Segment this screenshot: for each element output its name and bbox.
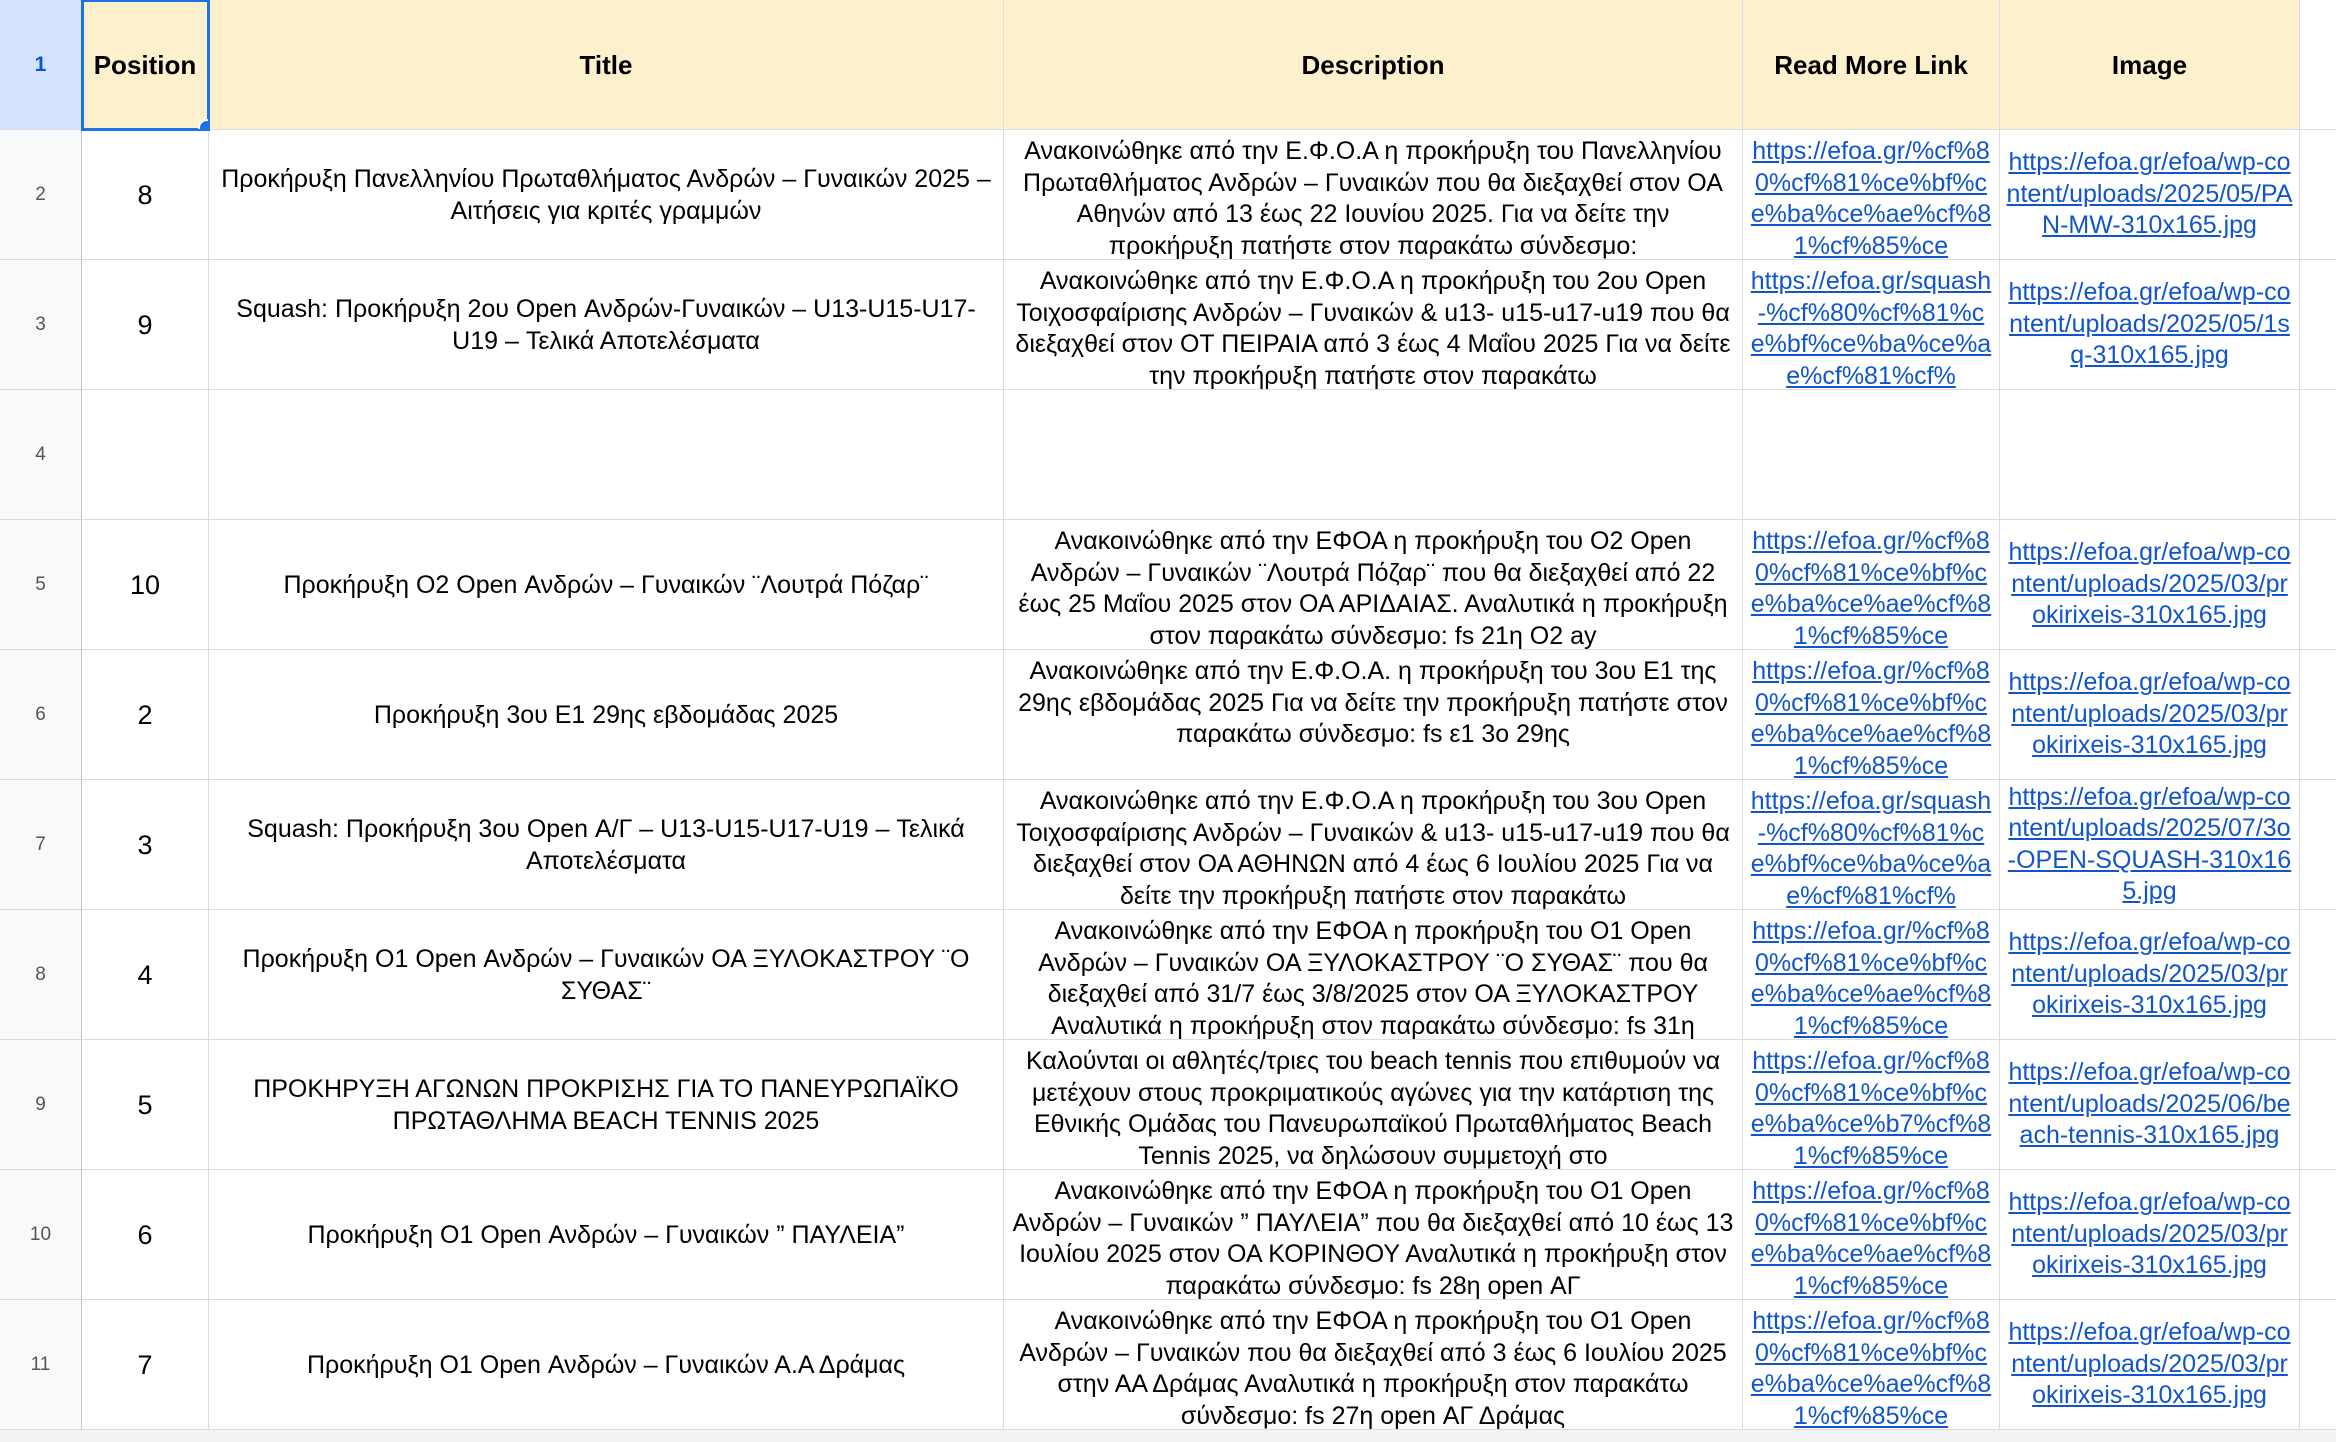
cell-title[interactable]	[209, 1170, 1004, 1300]
row-header[interactable]	[0, 910, 82, 1040]
cell-title-text: Προκήρυξη Ο1 Open Ανδρών – Γυναικών ” ΠΑΥΛΕΙΑ”	[307, 1220, 905, 1249]
cell-image-link[interactable]	[2000, 390, 2300, 520]
cell-description-text: Ανακοινώθηκε από την ΕΦΟΑ η προκήρυξη του Ο1 Open Ανδρών – Γυναικών ” ΠΑΥΛΕΙΑ” που θα διεξαχθεί από 10 έως 13 Ιουλίου 2025 στον ΟΑ ΚΟΡΙΝΘΟΥ Αναλυτικά η προκήρυξη στον παρακάτω σύνδεσμο: fs 28η open ΑΓ	[1012, 1177, 1734, 1300]
cell-image-link[interactable]	[2000, 780, 2300, 910]
cell-description[interactable]	[1004, 910, 1743, 1040]
cell-title[interactable]	[209, 650, 1004, 780]
grid-filler	[2300, 0, 2336, 130]
cell-position[interactable]	[82, 130, 209, 260]
header-description[interactable]: Description	[1004, 0, 1743, 130]
grid-filler	[2300, 390, 2336, 520]
grid-filler	[2300, 130, 2336, 260]
cell-read-more-link-text: https://efoa.gr/%cf%80%cf%81%ce%bf%ce%ba%ce%ae%cf%81%cf%85%ce	[1750, 137, 1992, 260]
grid-filler	[2300, 780, 2336, 910]
cell-description-text: Ανακοινώθηκε από την Ε.Φ.Ο.Α η προκήρυξη του Πανελληνίου Πρωταθλήματος Ανδρών – Γυναικών που θα διεξαχθεί στον ΟΑ Αθηνών από 13 έως 22 Ιουνίου 2025. Για να δείτε την προκήρυξη πατήστε στον παρακάτω σύνδεσμο:	[1023, 137, 1723, 260]
cell-position[interactable]	[82, 910, 209, 1040]
cell-title[interactable]	[209, 910, 1004, 1040]
grid-filler	[2300, 520, 2336, 650]
header-image[interactable]: Image	[2000, 0, 2300, 130]
cell-description-text: Ανακοινώθηκε από την ΕΦΟΑ η προκήρυξη του Ο1 Open Ανδρών – Γυναικών που θα διεξαχθεί από 3 έως 6 Ιουλίου 2025 στην ΑΑ Δράμας Αναλυτικά η προκήρυξη στον παρακάτω σύνδεσμο: fs 27η open ΑΓ Δράμας	[1019, 1307, 1727, 1430]
cell-image-link-text: https://efoa.gr/efoa/wp-content/uploads/2025/05/PAN-MW-310x165.jpg	[2006, 148, 2293, 240]
row-header[interactable]	[0, 1040, 82, 1170]
grid-filler	[2300, 910, 2336, 1040]
row-header-text: 6	[35, 703, 46, 725]
cell-read-more-link-text: https://efoa.gr/squash-%cf%80%cf%81%ce%bf%ce%ba%ce%ae%cf%81%cf%	[1750, 787, 1992, 910]
cell-description[interactable]	[1004, 130, 1743, 260]
cell-description[interactable]	[1004, 520, 1743, 650]
cell-read-more-link-text: https://efoa.gr/%cf%80%cf%81%ce%bf%ce%ba%ce%b7%cf%81%cf%85%ce	[1750, 1047, 1992, 1170]
grid-filler	[2300, 1170, 2336, 1300]
row-header-text: 3	[35, 313, 46, 335]
row-header-text: 11	[30, 1353, 51, 1375]
cell-read-more-link-text: https://efoa.gr/squash-%cf%80%cf%81%ce%bf%ce%ba%ce%ae%cf%81%cf%	[1750, 267, 1992, 390]
cell-description[interactable]	[1004, 1040, 1743, 1170]
cell-description[interactable]	[1004, 780, 1743, 910]
row-header[interactable]	[0, 130, 82, 260]
cell-title-text: ΠΡΟΚΗΡΥΞΗ ΑΓΩΝΩΝ ΠΡΟΚΡΙΣΗΣ ΓΙΑ ΤΟ ΠΑΝΕΥΡΩΠΑΪΚΟ ΠΡΩΤΑΘΛΗΜΑ BEACH TENNIS 2025	[253, 1074, 959, 1135]
grid-filler	[2300, 260, 2336, 390]
cell-image-link-text: https://efoa.gr/efoa/wp-content/uploads/2025/03/prokirixeis-310x165.jpg	[2008, 1318, 2291, 1410]
cell-position-text: 10	[129, 569, 161, 600]
row-header[interactable]	[0, 780, 82, 910]
header-title[interactable]: Title	[209, 0, 1004, 130]
cell-title-text: Squash: Προκήρυξη 3ου Open Α/Γ – U13-U15-U17-U19 – Τελικά Αποτελέσματα	[247, 814, 965, 875]
header-position[interactable]	[82, 0, 209, 130]
cell-title[interactable]	[209, 780, 1004, 910]
cell-read-more-link-text: https://efoa.gr/%cf%80%cf%81%ce%bf%ce%ba%ce%ae%cf%81%cf%85%ce	[1750, 1307, 1992, 1430]
cell-description-text: Ανακοινώθηκε από την Ε.Φ.Ο.Α. η προκήρυξη του 3ου Ε1 της 29ης εβδομάδας 2025 Για να δείτε την προκήρυξη πατήστε στον παρακάτω σύνδεσμο: fs ε1 3ο 29ης	[1018, 657, 1728, 748]
row-header[interactable]	[0, 390, 82, 520]
cell-description[interactable]	[1004, 390, 1743, 520]
cell-read-more-link[interactable]	[1743, 1170, 2000, 1300]
cell-position-text: 7	[137, 1349, 153, 1380]
row-header[interactable]	[0, 650, 82, 780]
cell-position[interactable]	[82, 1040, 209, 1170]
row-header-text: 5	[35, 573, 46, 595]
row-header[interactable]	[0, 520, 82, 650]
cell-position-text: 3	[137, 829, 153, 860]
cell-read-more-link-text: https://efoa.gr/%cf%80%cf%81%ce%bf%ce%ba%ce%ae%cf%81%cf%85%ce	[1750, 527, 1992, 650]
cell-read-more-link-text: https://efoa.gr/%cf%80%cf%81%ce%bf%ce%ba%ce%ae%cf%81%cf%85%ce	[1750, 657, 1992, 780]
cell-read-more-link[interactable]	[1743, 910, 2000, 1040]
cell-title[interactable]	[209, 520, 1004, 650]
grid-filler	[2300, 650, 2336, 780]
cell-read-more-link[interactable]	[1743, 1040, 2000, 1170]
cell-image-link-text: https://efoa.gr/efoa/wp-content/uploads/2025/03/prokirixeis-310x165.jpg	[2008, 1188, 2291, 1280]
cell-position[interactable]	[82, 780, 209, 910]
cell-read-more-link[interactable]	[1743, 1300, 2000, 1430]
row-header-text: 10	[29, 1223, 52, 1245]
fill-handle[interactable]	[198, 119, 209, 130]
cell-image-link-text: https://efoa.gr/efoa/wp-content/uploads/2025/03/prokirixeis-310x165.jpg	[2008, 928, 2291, 1020]
cell-image-link-text: https://efoa.gr/efoa/wp-content/uploads/2025/06/beach-tennis-310x165.jpg	[2008, 1058, 2291, 1150]
cell-position-text: 9	[137, 309, 153, 340]
horizontal-scrollbar[interactable]	[0, 1430, 2336, 1442]
cell-read-more-link[interactable]	[1743, 390, 2000, 520]
grid-filler	[2300, 1040, 2336, 1170]
cell-title-text: Προκήρυξη 3ου Ε1 29ης εβδομάδας 2025	[373, 700, 839, 729]
cell-position-text: 8	[137, 179, 153, 210]
cell-read-more-link-text: https://efoa.gr/%cf%80%cf%81%ce%bf%ce%ba%ce%ae%cf%81%cf%85%ce	[1750, 1177, 1992, 1300]
header-position-label: Position	[93, 49, 197, 80]
cell-title[interactable]	[209, 390, 1004, 520]
cell-position-text: 2	[137, 699, 153, 730]
cell-image-link[interactable]	[2000, 910, 2300, 1040]
cell-image-link[interactable]	[2000, 260, 2300, 390]
row-header-text: 9	[35, 1093, 46, 1115]
cell-read-more-link[interactable]	[1743, 780, 2000, 910]
cell-title[interactable]	[209, 1300, 1004, 1430]
cell-position[interactable]	[82, 650, 209, 780]
cell-description-text: Ανακοινώθηκε από την ΕΦΟΑ η προκήρυξη του Ο1 Open Ανδρών – Γυναικών ΟΑ ΞΥΛΟΚΑΣΤΡΟΥ ¨Ο ΣΥΘΑΣ¨ που θα διεξαχθεί από 31/7 έως 3/8/2025 στον ΟΑ ΞΥΛΟΚΑΣΤΡΟΥ Αναλυτικά η προκήρυξη στον παρακάτω σύνδεσμο: fs 31η	[1038, 917, 1708, 1040]
cell-image-link-text: https://efoa.gr/efoa/wp-content/uploads/2025/03/prokirixeis-310x165.jpg	[2008, 668, 2291, 760]
cell-title-text: Squash: Προκήρυξη 2ου Open Ανδρών-Γυναικών – U13-U15-U17-U19 – Τελικά Αποτελέσματα	[236, 294, 976, 355]
cell-description[interactable]	[1004, 260, 1743, 390]
cell-read-more-link[interactable]	[1743, 520, 2000, 650]
cell-image-link[interactable]	[2000, 650, 2300, 780]
cell-title[interactable]	[209, 130, 1004, 260]
cell-description-text: Ανακοινώθηκε από την ΕΦΟΑ η προκήρυξη του Ο2 Open Ανδρών – Γυναικών ¨Λουτρά Πόζαρ¨ που θα διεξαχθεί από 22 έως 25 Μαΐου 2025 στον ΟΑ ΑΡΙΔΑΙΑΣ. Αναλυτικά η προκήρυξη στον παρακάτω σύνδεσμο: fs 21η Ο2 ay	[1018, 527, 1728, 650]
row-header-1[interactable]: 1	[0, 0, 82, 130]
grid-filler	[2300, 1300, 2336, 1430]
row-header-text: 8	[35, 963, 46, 985]
cell-position[interactable]	[82, 260, 209, 390]
row-header[interactable]	[0, 260, 82, 390]
cell-description[interactable]	[1004, 1170, 1743, 1300]
cell-position[interactable]	[82, 390, 209, 520]
cell-description-text: Ανακοινώθηκε από την Ε.Φ.Ο.Α η προκήρυξη του 2ου Open Τοιχοσφαίρισης Ανδρών – Γυναικών & u13- u15-u17-u19 που θα διεξαχθεί στον ΟΤ ΠΕΙΡΑΙΑ από 3 έως 4 Μαΐου 2025 Για να δείτε την προκήρυξη πατήστε στον παρακάτω	[1015, 267, 1731, 390]
cell-read-more-link-text: https://efoa.gr/%cf%80%cf%81%ce%bf%ce%ba%ce%ae%cf%81%cf%85%ce	[1750, 917, 1992, 1040]
cell-position[interactable]	[82, 1300, 209, 1430]
cell-title-text: Προκήρυξη Πανελληνίου Πρωταθλήματος Ανδρών – Γυναικών 2025 – Αιτήσεις για κριτές γραμμών	[221, 164, 991, 225]
cell-position-text: 4	[137, 959, 153, 990]
cell-image-link[interactable]	[2000, 130, 2300, 260]
cell-image-link-text: https://efoa.gr/efoa/wp-content/uploads/2025/05/1sq-310x165.jpg	[2008, 278, 2291, 370]
cell-description[interactable]	[1004, 1300, 1743, 1430]
row-header-text: 2	[35, 183, 46, 205]
cell-position[interactable]	[82, 1170, 209, 1300]
cell-read-more-link[interactable]	[1743, 260, 2000, 390]
cell-image-link[interactable]	[2000, 1040, 2300, 1170]
cell-description[interactable]	[1004, 650, 1743, 780]
cell-title-text: Προκήρυξη Ο1 Open Ανδρών – Γυναικών Α.Α Δράμας	[306, 1350, 906, 1379]
cell-description-text: Καλούνται οι αθλητές/τριες του beach tennis που επιθυμούν να μετέχουν στους προκριματικούς αγώνες για την κατάρτιση της Εθνικής Ομάδας του Πανευρωπαϊκού Πρωταθλήματος Beach Tennis 2025, να δηλώσουν συμμετοχή στο	[1025, 1047, 1721, 1170]
cell-position-text: 5	[137, 1089, 153, 1120]
cell-title-text: Προκήρυξη Ο1 Open Ανδρών – Γυναικών ΟΑ ΞΥΛΟΚΑΣΤΡΟΥ ¨Ο ΣΥΘΑΣ¨	[242, 944, 970, 1005]
cell-title-text: Προκήρυξη Ο2 Open Ανδρών – Γυναικών ¨Λουτρά Πόζαρ¨	[283, 570, 929, 599]
cell-image-link-text: https://efoa.gr/efoa/wp-content/uploads/2025/03/prokirixeis-310x165.jpg	[2008, 538, 2291, 630]
row-header[interactable]	[0, 1170, 82, 1300]
row-header-text: 7	[35, 833, 46, 855]
cell-image-link[interactable]	[2000, 1170, 2300, 1300]
header-read-more[interactable]: Read More Link	[1743, 0, 2000, 130]
cell-image-link[interactable]	[2000, 1300, 2300, 1430]
cell-title[interactable]	[209, 1040, 1004, 1170]
cell-image-link-text: https://efoa.gr/efoa/wp-content/uploads/2025/07/3o-OPEN-SQUASH-310x165.jpg	[2007, 782, 2292, 905]
cell-description-text: Ανακοινώθηκε από την Ε.Φ.Ο.Α η προκήρυξη του 3ου Open Τοιχοσφαίρισης Ανδρών – Γυναικών & u13- u15-u17-u19 που θα διεξαχθεί στον ΟΑ ΑΘΗΝΩΝ από 4 έως 6 Ιουλίου 2025 Για να δείτε την προκήρυξη πατήστε στον παρακάτω	[1016, 787, 1730, 910]
cell-position-text: 6	[137, 1219, 153, 1250]
cell-image-link[interactable]	[2000, 520, 2300, 650]
cell-read-more-link[interactable]	[1743, 650, 2000, 780]
row-header-text: 4	[35, 443, 46, 465]
cell-read-more-link[interactable]	[1743, 130, 2000, 260]
cell-title[interactable]	[209, 260, 1004, 390]
row-header[interactable]	[0, 1300, 82, 1430]
cell-position[interactable]	[82, 520, 209, 650]
